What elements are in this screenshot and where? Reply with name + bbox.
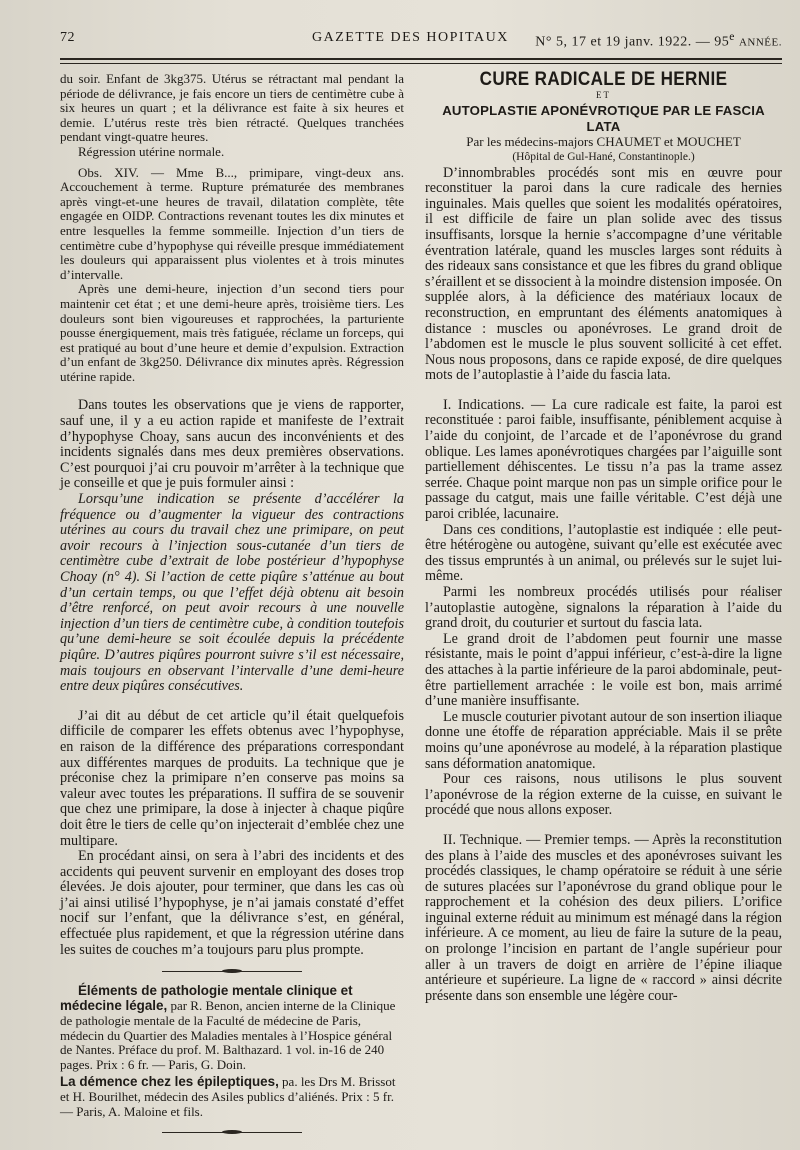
journal-title: GAZETTE DES HOPITAUX bbox=[312, 30, 509, 45]
section-separator bbox=[162, 968, 302, 976]
book-notice bbox=[60, 984, 404, 1073]
header-rule-thick bbox=[60, 58, 782, 60]
body-paragraph: Pour ces raisons, nous utilisons le plus souvent l’aponévrose de la région externe de la cuisse, en suivant le procédé que nous allons exposer. bbox=[425, 771, 782, 819]
title-conjunction: ET bbox=[596, 89, 611, 100]
technique-section-paragraph: II. Technique. — Premier temps. — Après la reconstitution des plans à l’aide des muscles et des aponévroses suivant les procédés classiques, le champ opératoire se réduit à une série de sutures placées sur l’aponévrose du grand oblique pour le rapprochement et la cohésion des deux piliers. L’orifice inguinal externe réduit au minimum est ménagé dans la région inférieure. A ce moment, au lieu de faire la suture de la peau, on prolonge l’incision en partant de l’angle supérieur pour aller à un travers de doigt en arrière de l’épine iliaque antérieure et supérieure. La ligne de « raccord » ainsi décrite présente dans son ensemble une légère cour- bbox=[425, 831, 782, 1004]
body-paragraph: Dans ces conditions, l’autoplastie est indiquée : elle peut-être hétérogène ou autogène, suivant qu’elle est exécutée avec des tissus empruntés à un animal, ou prélevés sur le sujet lui-même. bbox=[425, 521, 782, 585]
book-notice bbox=[60, 1075, 404, 1119]
observation-paragraph: du soir. Enfant de 3kg375. Utérus se rétractant mal pendant la période de délivrance, je fais encore un tiers de centimètre cube à six heures un quart ; et la délivrance est faite à six heures et demie. L’utérus reste très bien rétracté. Quelques tranchées pendant vingt-quatre heures. bbox=[60, 71, 404, 145]
book-description: par R. Benon, ancien interne de la Clinique de pathologie mentale de la Faculté de médecine de Paris, médecin du Quartier des Maladies mentales à l’Hospice général de Nantes. Préface du prof. M. Balthazard. 1 vol. in-16 de 240 pages. Prix : 6 fr. — Paris, G. Doin. bbox=[60, 998, 396, 1073]
left-column bbox=[60, 72, 404, 1145]
observation-paragraph: Obs. XIV. — Mme B..., primipare, vingt-deux ans. Accouchement à terme. Rupture prématurée des membranes après vingt-et-une heures de travail, dilatation complète, tête engagée en OIDP. Contractions revenant toutes les dix minutes et entre lesquelles la femme sommeille. Injection d’un tiers de centimètre cube d’hypophyse qui réveille presque immédiatement les douleurs qui apparaissent plus violentes et à trois minutes d’intervalle. bbox=[60, 164, 404, 282]
issue-number: N° 5, 17 et 19 janv. 1922. — 95 bbox=[535, 34, 730, 50]
book-description: pa. les Drs M. Brissot et H. Bourilhet, médecin des Asiles publics d’aliénés. Prix : 5 fr. — Paris, A. Maloine et fils. bbox=[60, 1074, 396, 1119]
page-header bbox=[60, 30, 782, 56]
issue-sup: e bbox=[729, 30, 735, 43]
body-paragraph: Le muscle couturier pivotant autour de son insertion iliaque donne une étoffe de réparation appréciable. Mais il se prête moins qu’une aponévrose au modelé, à la réparation plastique sans déformation anatomique. bbox=[425, 708, 782, 772]
issue-info bbox=[535, 30, 782, 51]
body-paragraph: Parmi les nombreux procédés utilisés pour réaliser l’autoplastie autogène, signalons la réparation à l’aide du grand droit, du couturier et surtout du fascia lata. bbox=[425, 584, 782, 632]
observation-paragraph: Régression utérine normale. bbox=[78, 143, 225, 159]
body-paragraph: Le grand droit de l’abdomen peut fournir une masse résistante, mais le point d’appui inférieur, c’est-à-dire la ligne des attaches à la partie inférieure de la paroi abdominale, peut-être partiellement arrachée : le voile est bon, mais arrimé d’une manière insuffisante. bbox=[425, 630, 782, 710]
article-authors: Par les médecins-majors CHAUMET et MOUCHET bbox=[466, 134, 741, 150]
article-title: CURE RADICALE DE HERNIE bbox=[479, 69, 728, 90]
indications-paragraph: I. Indications. — La cure radicale est faite, la paroi est reconstituée : paroi faible, insuffisante, péniblement acquise à l’aide du conjoint, de l’arcade et de l’aponévrose du grand oblique. Les lames aponévrotiques chargées par l’aiguille sont partiellement déhiscentes. Le tissu n’a pas la trame assez serrée. Chaque point marque non pas un simple orifice pour le passage du catgut, mais une faille véritable. C’est déjà une paroi criblée, lacunaire. bbox=[425, 396, 782, 523]
section-separator bbox=[162, 1129, 302, 1137]
body-paragraph: Dans toutes les observations que je viens de rapporter, sauf une, il y a eu action rapide et manifeste de l’extrait d’hypophyse Choay, sans aucun des inconvénients et des incidents signalés dans mes deux premières observations. C’est pourquoi j’ai cru pouvoir m’arrêter à la technique que je conseille et que je puis formuler ainsi : bbox=[60, 397, 404, 492]
right-column bbox=[425, 69, 782, 1004]
page-number: 72 bbox=[60, 30, 75, 45]
header-rule-thin bbox=[60, 63, 782, 64]
technique-paragraph: Lorsqu’une indication se présente d’accélérer la fréquence ou d’augmenter la vigueur des contractions utérines au cours du travail chez une primipare, on peut avoir recours à l’injection sous-cutanée d’un tiers de centimètre cube d’extrait de lobe postérieur d’hypophyse Choay (n° 4). Si l’action de cette piqûre s’atténue au bout d’un certain temps, ou que l’effet déjà obtenu ait besoin d’être renforcé, on peut avoir recours à une nouvelle injection d’un tiers de centimètre cube, à condition toutefois qu’une demi-heure se soit écoulée depuis la précédente piqûre. D’autres piqûres pourront suivre s’il est nécessaire, mais toujours en observant l’intervalle d’une demi-heure entre deux piqûres consécutives. bbox=[60, 491, 404, 695]
article-affiliation: (Hôpital de Gul-Hané, Constantinople.) bbox=[512, 150, 695, 163]
body-paragraph: En procédant ainsi, on sera à l’abri des incidents et des accidents qui peuvent survenir en employant des doses trop élevées. Je dois ajouter, pour terminer, que dans les cas où j’ai ainsi utilisé l’hypophyse, je n’ai jamais constaté d’effet nocif sur l’enfant, que la délivrance s’est, en général, effectuée plus rapidement, et que la régression utérine dans les suites de couches m’a toujours paru plus prompte. bbox=[60, 848, 404, 958]
observation-paragraph: Après une demi-heure, injection d’un second tiers pour maintenir cet état ; et une demi-heure après, troisième tiers. Les douleurs sont bien vigoureuses et rapprochées, la parturiente pousse énergiquement, mais très fatiguée, réclame un forceps, qui est pratiqué au bout d’une heure et demie d’expulsion. Extraction d’un enfant de 3kg250. Délivrance dix minutes après. Régression utérine rapide. bbox=[60, 281, 404, 384]
article-subtitle: AUTOPLASTIE APONÉVROTIQUE PAR LE FASCIA LATA bbox=[442, 103, 765, 134]
book-title: La démence chez les épileptiques, bbox=[60, 1074, 279, 1090]
issue-year: ANNÉE. bbox=[738, 36, 782, 49]
body-paragraph: J’ai dit au début de cet article qu’il était quelquefois difficile de comparer les effets obtenus avec l’hypophyse, en raison de la différence des préparations correspondant aux différentes marques de produits. La technique que je préconise chez la primipare n’en conserve pas moins sa valeur avec toutes les préparations. Il suffira de se souvenir que chez une primipare, la dose à injecter à chaque piqûre doit être le tiers de celle qu’on injecterait d’emblée chez une multipare. bbox=[60, 707, 404, 849]
body-paragraph: D’innombrables procédés sont mis en œuvre pour reconstituer la paroi dans la cure radicale des hernies inguinales. Mais quelles que soient les modalités opératoires, il est difficile de faire un plan solide avec des tissus insuffisants, lorsque la hernie s’accompagne d’une véritable éventration latérale, quand les muscles larges sont réduits à des rideaux sans consistance et que les fibres du grand oblique s’éraillent et se dissocient à la moindre distension imposée. On supplée alors, à la déficience des matériaux locaux de reconstruction, en empruntant des éléments anatomiques à distance : muscles ou aponévroses. Le grand droit de l’abdomen est le muscle le plus souvent sollicité à cet effet. Nous nous proposons, dans ce rapide exposé, de dire quelques mots de l’autoplastie à l’aide du fascia lata. bbox=[425, 164, 782, 384]
book-title: Éléments de pathologie mentale clinique et médecine légale, bbox=[60, 983, 353, 1014]
